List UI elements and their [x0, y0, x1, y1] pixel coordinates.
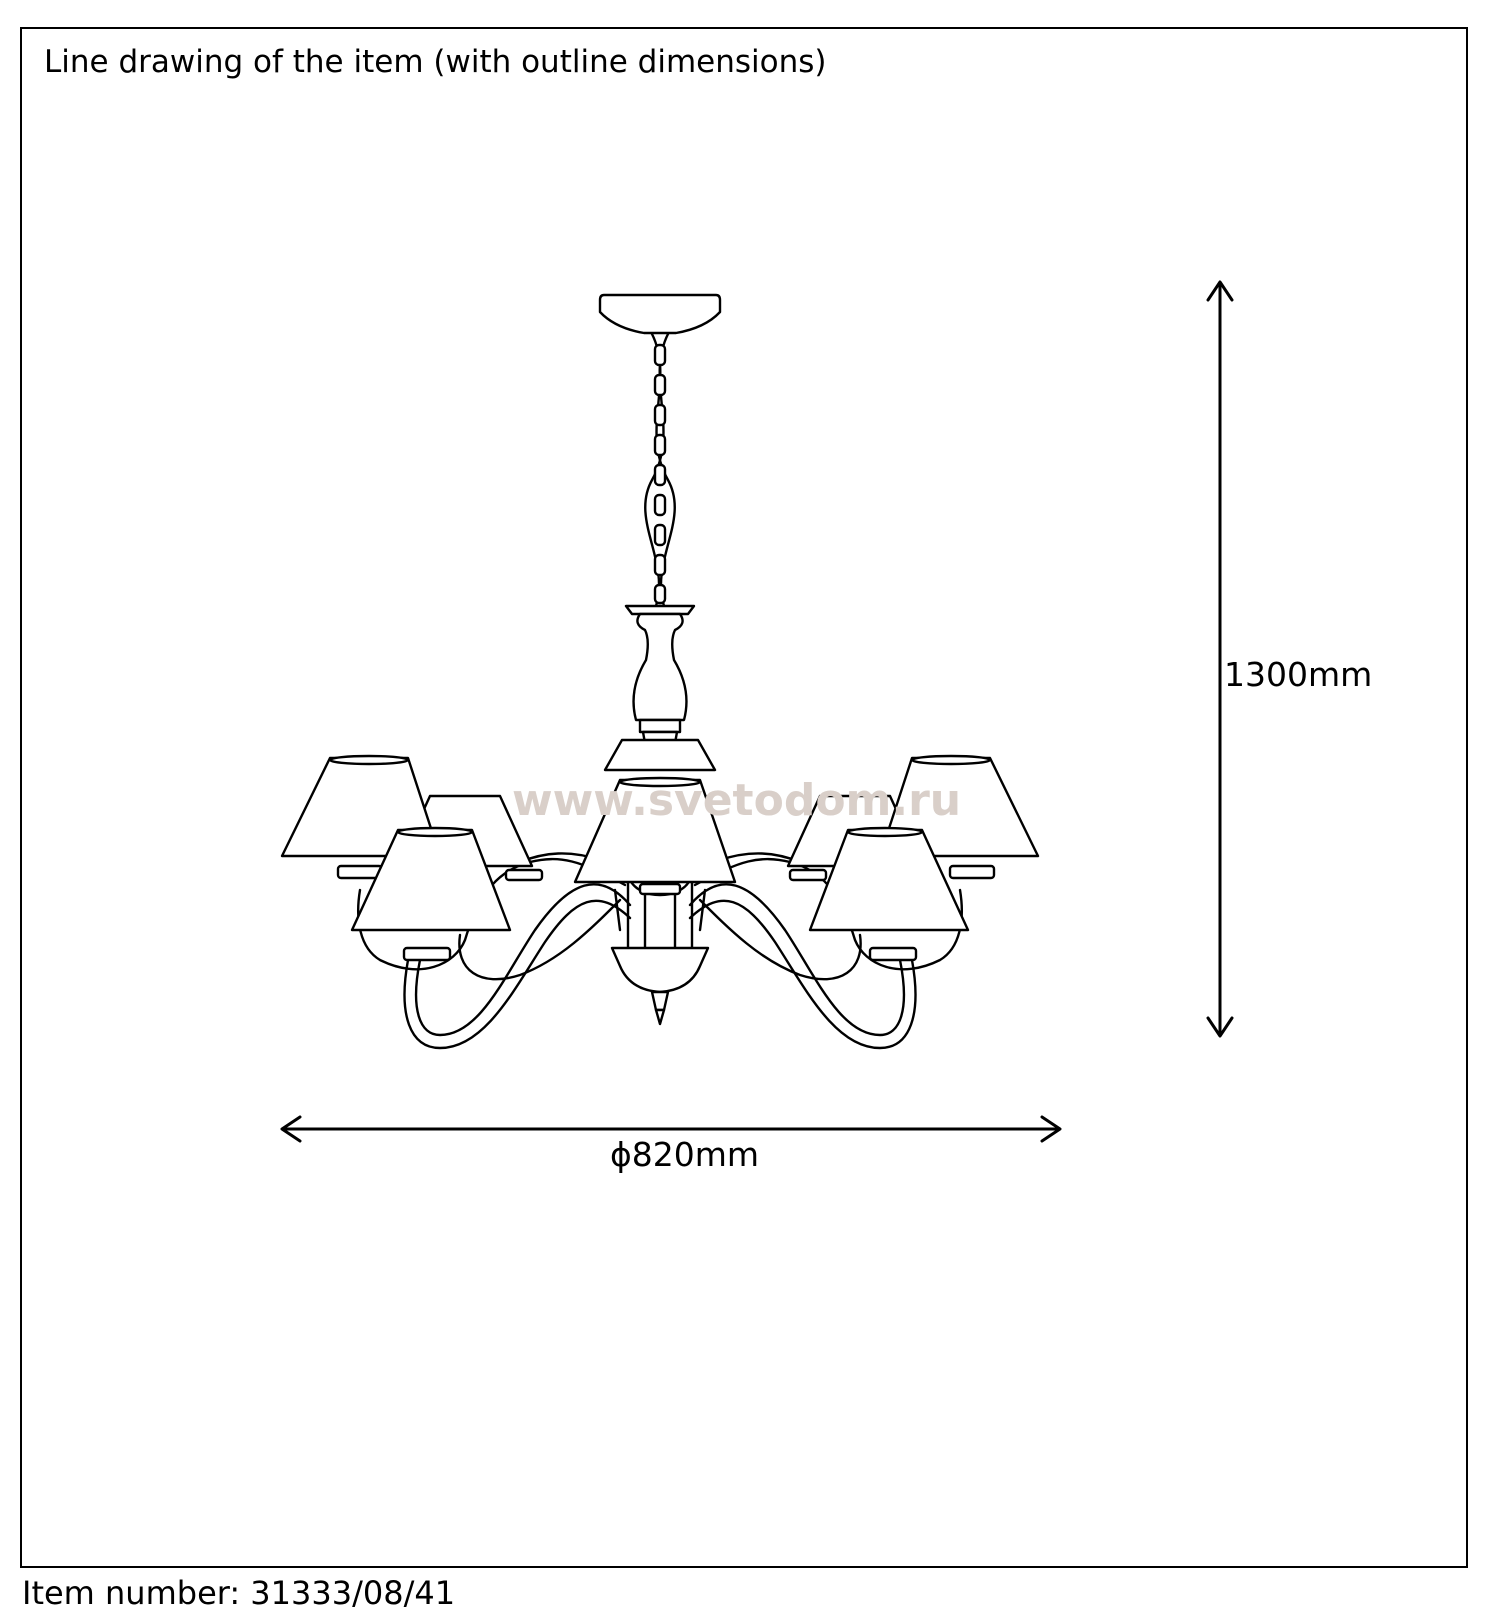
- ceiling-canopy: [600, 295, 720, 333]
- item-number: Item number: 31333/08/41: [22, 1574, 456, 1612]
- diameter-label: ϕ820mm: [610, 1135, 760, 1174]
- lamp-shades: [282, 740, 1038, 930]
- drawing-title: Line drawing of the item (with outline dimensions): [44, 44, 827, 80]
- watermark-text: www.svetodom.ru: [512, 775, 962, 826]
- suspension-chain: [645, 334, 675, 606]
- height-label: 1300mm: [1224, 655, 1373, 694]
- central-stem: [626, 606, 694, 760]
